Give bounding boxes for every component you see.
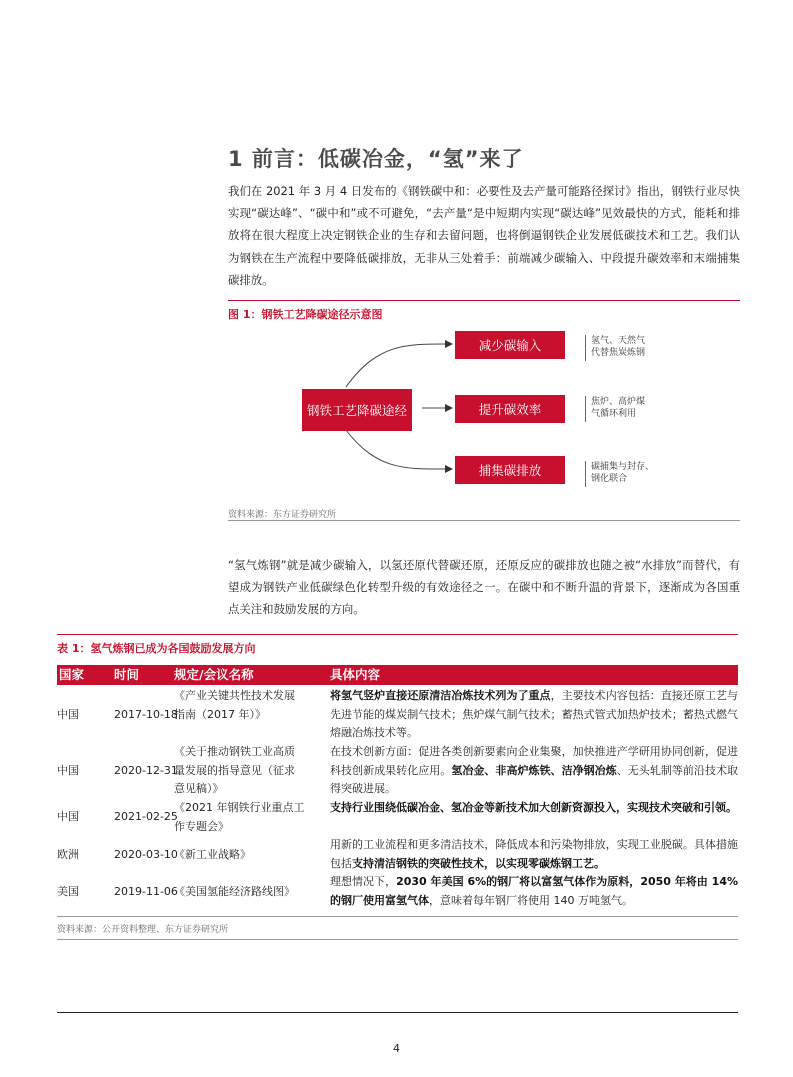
cell-name: 《美国氢能经济路线图》 xyxy=(174,885,295,898)
branch-box-reduce-input: 减少碳输入 xyxy=(455,331,565,359)
cell-name: 《产业关键共性技术发展 指南（2017 年）》 xyxy=(174,689,295,721)
table-source-rule xyxy=(57,939,738,940)
figure-title: 图 1：钢铁工艺降碳途径示意图 xyxy=(228,308,383,321)
cell-content: 理想情况下，2030 年美国 6%的钢厂将以富氢气体作为原料，2050 年将由 14%的钢厂使用富氢气体，意味着每年钢厂将使用 140 万吨氢气。 xyxy=(330,875,738,907)
table-source: 资料来源：公开资料整理、东方证券研究所 xyxy=(57,925,229,935)
connector-top xyxy=(346,344,452,387)
cell-content: 将氢气竖炉直接还原清洁冶炼技术列为了重点，主要技术内容包括：直接还原工艺与先进节能的煤炭制气技术；焦炉煤气制气技术；蓄热式管式加热炉技术；蓄热式燃气熔融冶炼技术等。 xyxy=(330,689,739,739)
branch-note-3: 碳捕集与封存、 钢化联合 xyxy=(591,462,655,484)
branch-note-1: 氢气、天然气 代替焦炭炼钢 xyxy=(591,336,646,358)
cell-date: 2021-02-25 xyxy=(114,810,178,823)
cell-date: 2020-12-31 xyxy=(114,764,178,777)
page-number: 4 xyxy=(393,1042,400,1055)
branch-box-improve-efficiency: 提升碳效率 xyxy=(455,395,565,423)
th-content: 具体内容 xyxy=(330,667,381,682)
footer-rule xyxy=(57,1012,738,1013)
cell-date: 2020-03-10 xyxy=(114,848,178,861)
th-country: 国家 xyxy=(59,667,85,682)
note-bar-2 xyxy=(585,396,586,422)
note-bar-3 xyxy=(585,461,586,487)
intro-paragraph: 我们在 2021 年 3 月 4 日发布的《钢铁碳中和：必要性及去产量可能路径探讨》指出，钢铁行业尽快实现“碳达峰”、“碳中和”或不可避免，“去产量“是中短期内实现“碳达峰”见效最快的方式，能耗和排放将在很大程度上决定钢铁企业的生存和去留问题，也将倒逼钢铁企业发展低碳技术和工艺。我们认为钢铁在生产流程中要降低碳排放，无非从三处着手：前端减少碳输入、中段提升碳效率和末端捕集碳排放。 xyxy=(228,184,740,287)
cell-country: 美国 xyxy=(57,885,79,898)
cell-content: 用新的工业流程和更多清洁技术，降低成本和污染物排放，实现工业脱碳。具体措施包括支持清洁钢铁的突破性技术，以实现零碳炼钢工艺。 xyxy=(330,838,738,870)
figure-bottom-rule xyxy=(228,520,740,521)
cell-date: 2017-10-18 xyxy=(114,708,178,721)
hydrogen-paragraph: “氢气炼钢”就是减少碳输入，以氢还原代替碳还原，还原反应的碳排放也随之被“水排放”而替代，有望成为钢铁产业低碳绿色化转型升级的有效途径之一。在碳中和不断升温的背景下，逐渐成为各国重点关注和鼓励发展的方向。 xyxy=(228,558,740,617)
connector-bottom xyxy=(346,430,452,469)
cell-date: 2019-11-06 xyxy=(114,885,178,898)
branch-note-2: 焦炉、高炉煤 气循环利用 xyxy=(591,397,646,419)
note-bar-1 xyxy=(585,335,586,361)
section-heading: 1 前言：低碳冶金，“氢”来了 xyxy=(228,147,524,171)
cell-country: 中国 xyxy=(57,708,79,721)
cell-content: 支持行业围绕低碳冶金、氢冶金等新技术加大创新资源投入，实现技术突破和引领。 xyxy=(330,801,737,814)
cell-name: 《2021 年钢铁行业重点工 作专题会》 xyxy=(174,801,305,833)
cell-name: 《新工业战略》 xyxy=(174,848,251,861)
branch-box-capture-emission: 捕集碳排放 xyxy=(455,456,565,484)
table-header xyxy=(57,665,738,685)
th-date: 时间 xyxy=(114,667,140,682)
cell-country: 中国 xyxy=(57,810,79,823)
center-box: 钢铁工艺降碳途经 xyxy=(302,389,412,431)
cell-country: 中国 xyxy=(57,764,79,777)
th-name: 规定/会议名称 xyxy=(174,667,254,682)
figure-source: 资料来源：东方证券研究所 xyxy=(228,510,337,520)
cell-content: 在技术创新方面：促进各类创新要素向企业集聚，加快推进产学研用协同创新，促进科技创新成果转化应用。氢冶金、非高炉炼铁、洁净钢冶炼、无头轧制等前沿技术取得突破进展。 xyxy=(330,745,739,795)
cell-name: 《关于推动钢铁工业高质 量发展的指导意见（征求 意见稿）》 xyxy=(174,745,295,795)
figure-top-rule xyxy=(228,300,740,301)
table-top-rule xyxy=(57,634,738,635)
cell-country: 欧洲 xyxy=(57,848,79,861)
table-bottom-rule xyxy=(57,916,738,917)
table-title: 表 1：氢气炼钢已成为各国鼓励发展方向 xyxy=(57,642,256,655)
